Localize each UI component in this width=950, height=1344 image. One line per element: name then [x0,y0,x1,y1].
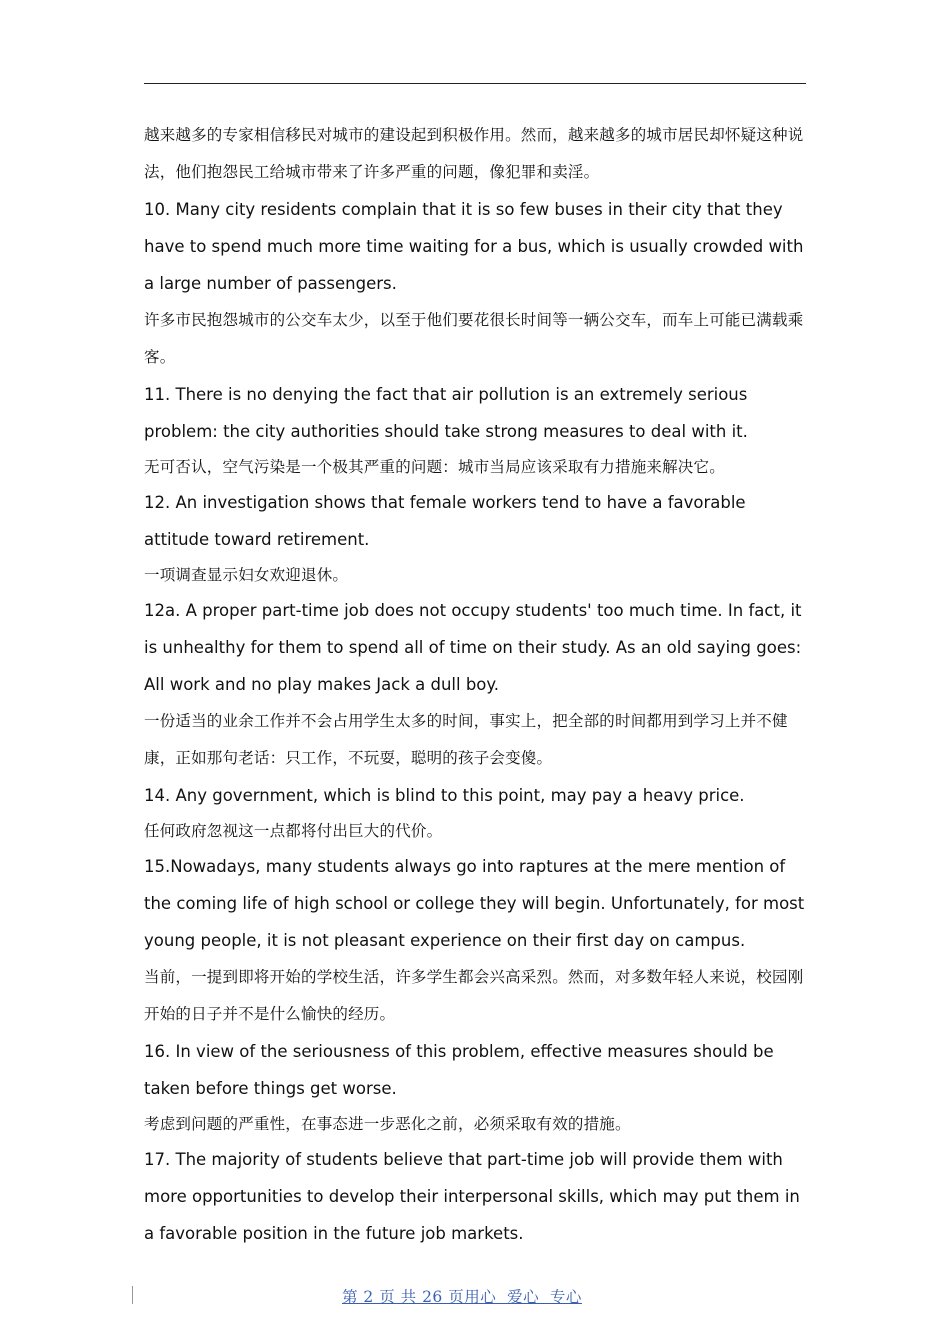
paragraph-en-17: 17. The majority of students believe that part-time job will provide them with more opportunities to develop their interpersonal skills, which may put them in a favorable position in the future job markets. [144,1150,800,1243]
paragraph-en-11: 11. There is no denying the fact that air pollution is an extremely serious problem: the city authorities should take strong measures to deal with it. [144,385,748,441]
paragraph-en-10: 10. Many city residents complain that it is so few buses in their city that they have to spend much more time waiting for a bus, which is usually crowded with a large number of passengers. [144,200,804,293]
paragraph-zh-14: 任何政府忽视这一点都将付出巨大的代价。 [144,822,443,840]
footer-page-number[interactable]: 第 2 页 共 26 页用心 爱心 专心 [342,1288,582,1306]
paragraph-en-12: 12. An investigation shows that female workers tend to have a favorable attitude toward retirement. [144,493,746,549]
paragraph-en-12a: 12a. A proper part-time job does not occupy students' too much time. In fact, it is unhealthy for them to spend all of time on their study. As an old saying goes: All work and no play makes Jack a dull boy. [144,601,802,694]
footer-margin-mark [132,1286,133,1304]
paragraph-zh-16: 考虑到问题的严重性，在事态进一步恶化之前，必须采取有效的措施。 [144,1115,631,1133]
page-body [144,117,810,1252]
paragraph-zh-15: 当前，一提到即将开始的学校生活，许多学生都会兴高采烈。然而，对多数年轻人来说，校园刚开始的日子并不是什么愉快的经历。 [144,968,804,1023]
paragraph-en-14: 14. Any government, which is blind to this point, may pay a heavy price. [144,786,745,805]
paragraph-zh-11: 无可否认，空气污染是一个极其严重的问题：城市当局应该采取有力措施来解决它。 [144,458,725,476]
paragraph-zh-10: 许多市民抱怨城市的公交车太少，以至于他们要花很长时间等一辆公交车，而车上可能已满载乘客。 [144,311,804,366]
paragraph-en-16: 16. In view of the seriousness of this problem, effective measures should be taken before things get worse. [144,1042,774,1098]
header-rule [144,83,806,84]
page-footer [0,1282,950,1312]
paragraph-en-15: 15.Nowadays, many students always go into raptures at the mere mention of the coming life of high school or college they will begin. Unfortunately, for most young people, it is not pleasant experience on their first day on campus. [144,857,805,950]
paragraph-zh-12a: 一份适当的业余工作并不会占用学生太多的时间，事实上，把全部的时间都用到学习上并不健康，正如那句老话：只工作，不玩耍，聪明的孩子会变傻。 [144,712,788,767]
paragraph-zh-12: 一项调查显示妇女欢迎退休。 [144,566,349,584]
paragraph-zh-immigrants: 越来越多的专家相信移民对城市的建设起到积极作用。然而，越来越多的城市居民却怀疑这种说法，他们抱怨民工给城市带来了许多严重的问题，像犯罪和卖淫。 [144,126,804,181]
